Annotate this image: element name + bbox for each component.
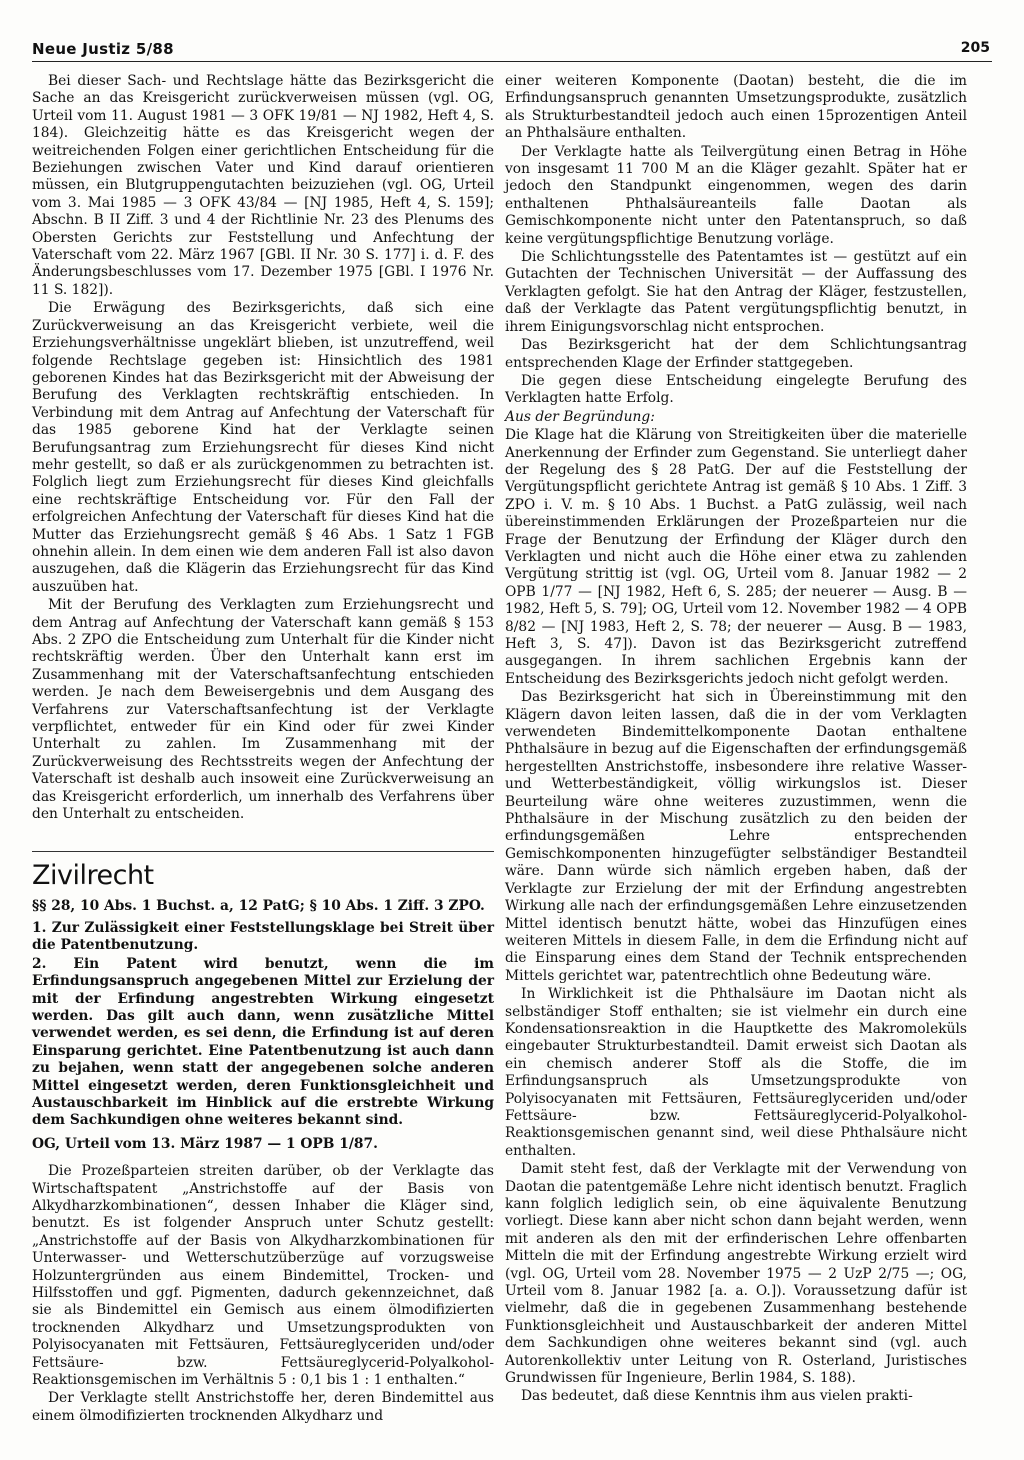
section-zivilrecht bbox=[32, 851, 494, 1425]
paragraph: Der Verklagte hatte als Teilvergütung einen Betrag in Höhe von insgesamt 11 700 M an die Kläger gezahlt. Später hat er jedoch den Standpunkt eingenommen, wegen des darin enthaltenen Phthalsäureanteils falle Daotan als Gemischkomponente nicht unter den Patentanspruch, so daß keine vergütungspflichtige Benutzung vorläge. bbox=[505, 143, 967, 247]
reasons-heading: Aus der Begründung: bbox=[505, 408, 655, 425]
paragraph: Die Erwägung des Bezirksgerichts, daß sich eine Zurückverweisung an das Kreisgericht verbiete, weil die Erziehungsverhältnisse ungeklärt blieben, ist unzutreffend, weil folgende Rechtslage gegeben ist: Hinsichtlich des 1981 geborenen Kindes hat das Bezirksgericht mit der Abweisung der Berufung des Verklagten rechtskräftig entschieden. In Verbindung mit dem Antrag auf Anfechtung der Vaterschaft für das 1985 geborene Kind hat der Verklagte seinen Berufungsantrag zum Erziehungsrecht für dieses Kind nicht mehr gestellt, so daß er als zurückgenommen zu betrachten ist. Folglich liegt zum Erziehungsrecht für dieses Kind gleichfalls eine rechtskräftige Entscheidung vor. Für den Fall der erfolgreichen Anfechtung der Vaterschaft für dieses Kind hat die Mutter das Erziehungsrecht gemäß § 46 Abs. 1 Satz 1 FGB ohnehin allein. In dem einen wie dem anderen Fall ist also davon auszugehen, daß die Klägerin das Erziehungsrecht für das Kind auszuüben hat. bbox=[32, 300, 494, 595]
paragraph: Die Prozeßparteien streiten darüber, ob der Verklagte das Wirtschaftspatent „Anstrichstoffe auf der Basis von Alkydharzkombinationen“, dessen Inhaber die Kläger sind, benutzt. Es ist folgender Anspruch unter Schutz gestellt: „Anstrichstoffe auf der Basis von Alkydharzkombinationen für Unterwasser- und Wetterschutzüberzüge auf vorzugsweise Holzuntergründen aus einem Bindemittel, Trocken- und Hilfsstoffen und ggf. Pigmenten, dadurch gekennzeichnet, daß sie als Bindemittel ein Gemisch aus einem ölmodifizierten trocknenden Alkydharz und Umsetzungsprodukten von Polyisocyanaten mit Fettsäuren, Fettsäureglyceriden und/oder Fettsäure- bzw. Fettsäureglycerid-Polyalkohol-Reaktionsgemischen im Verhältnis 5 : 0,1 bis 1 : 1 enthalten.“ bbox=[32, 1163, 494, 1389]
paragraph: einer weiteren Komponente (Daotan) besteht, die die im Erfindungsanspruch genannten Umsetzungsprodukte, zusätzlich als Strukturbestandteil jedoch auch einen 15prozentigen Anteil an Phthalsäure enthalten. bbox=[505, 73, 967, 142]
paragraph: Die gegen diese Entscheidung eingelegte Berufung des Verklagten hatte Erfolg. bbox=[505, 372, 967, 407]
running-header bbox=[32, 40, 992, 62]
section-rule bbox=[32, 851, 494, 852]
headnote-2: 2. Ein Patent wird benutzt, wenn die im Erfindungsanspruch angegebenen Mittel zur Erzielung der mit der Erfindung angestrebten Wirkung eingesetzt werden. Das gilt auch dann, wenn zusätzliche Mittel verwendet werden, es sei denn, die Erfindung ist auf deren Einsparung gerichtet. Eine Patentbenutzung ist auch dann zu bejahen, wenn statt der angegebenen solche anderen Mittel eingesetzt werden, deren Funktionsgleichheit und Austauschbarkeit im Hinblick auf die erstrebte Wirkung dem Sachkundigen ohne weiteres bekannt sind. bbox=[32, 955, 494, 1129]
paragraph: Der Verklagte stellt Anstrichstoffe her, deren Bindemittel aus einem ölmodifizierten trocknenden Alkydharz und bbox=[32, 1390, 494, 1424]
paragraph: Damit steht fest, daß der Verklagte mit der Verwendung von Daotan die patentgemäße Lehre nicht identisch benutzt. Fraglich kann folglich lediglich sein, ob eine äquivalente Benutzung vorliegt. Diese kann aber nicht schon dann bejaht werden, wenn mit anderen als den mit der erfinderischen Lehre offenbarten Mitteln die mit der Erfindung angestrebte Wirkung erzielt wird (vgl. OG, Urteil vom 28. November 1975 — 2 UzP 2/75 —; OG, Urteil vom 8. Januar 1982 [a. a. O.]). Voraussetzung dafür ist vielmehr, daß die in gegebenen Zusammenhang bestehende Funktionsgleichheit und Austauschbarkeit der anderen Mittel dem Sachkundigen ohne weiteres bekannt sind (vgl. auch Autorenkollektiv unter Leitung von R. Osterland, Juristisches Grundwissen für Ingenieure, Berlin 1984, S. 188). bbox=[505, 1161, 967, 1387]
paragraph: Das bedeutet, daß diese Kenntnis ihm aus vielen prakti- bbox=[521, 1388, 913, 1405]
norms-line: §§ 28, 10 Abs. 1 Buchst. a, 12 PatG; § 10 Abs. 1 Ziff. 3 ZPO. bbox=[32, 898, 485, 915]
right-column bbox=[505, 73, 967, 1407]
headnote-1: 1. Zur Zulässigkeit einer Feststellungsklage bei Streit über die Patentbenutzung. bbox=[32, 919, 494, 954]
page-number: 205 bbox=[960, 40, 990, 56]
decision-reference: OG, Urteil vom 13. März 1987 — 1 OPB 1/87. bbox=[32, 1135, 378, 1152]
section-title: Zivilrecht bbox=[32, 860, 154, 892]
journal-title: Neue Justiz 5/88 bbox=[32, 40, 174, 58]
paragraph: Bei dieser Sach- und Rechtslage hätte das Bezirksgericht die Sache an das Kreisgericht zurückverweisen müssen (vgl. OG, Urteil vom 11. August 1981 — 3 OFK 19/81 — NJ 1982, Heft 4, S. 184). Gleichzeitig hätte es das Kreisgericht wegen der weitreichenden Folgen einer gerichtlichen Entscheidung für die Beziehungen zwischen Vater und Kind darauf orientieren müssen, ein Blutgruppengutachten beizuziehen (vgl. OG, Urteil vom 3. Mai 1985 — 3 OFK 43/84 — [NJ 1985, Heft 4, S. 159]; Abschn. B II Ziff. 3 und 4 der Richtlinie Nr. 23 des Plenums des Obersten Gerichts zur Feststellung und Anfechtung der Vaterschaft vom 22. März 1967 [GBl. II Nr. 30 S. 177] i. d. F. des Änderungsbeschlusses vom 17. Dezember 1975 [GBl. I 1976 Nr. 11 S. 182]). bbox=[32, 73, 494, 298]
paragraph: Die Schlichtungsstelle des Patentamtes ist — gestützt auf ein Gutachten der Technischen Universität — der Auffassung des Verklagten gefolgt. Sie hat den Antrag der Kläger, festzustellen, daß der Verklagte das Patent vergütungspflichtig benutzt, in ihrem Einigungsvorschlag nicht entsprochen. bbox=[505, 249, 967, 335]
left-column bbox=[32, 73, 494, 1426]
paragraph: Das Bezirksgericht hat sich in Übereinstimmung mit den Klägern davon leiten lassen, daß die in der vom Verklagten verwendeten Bindemittelkomponente Daotan enthaltene Phthalsäure in bezug auf die Eigenschaften der erfindungsgemäß hergestellten Anstrichstoffe, insbesondere ihre relative Wasser- und Wetterbeständigkeit, völlig wirkungslos ist. Dieser Beurteilung wäre ohne weiteres zuzustimmen, wenn die Phthalsäure in der Mischung zusätzlich zu den beiden der erfindungsgemäßen Lehre entsprechenden Gemischkomponenten hinzugefügter selbständiger Bestandteil wäre. Dann würde sich nämlich ergeben haben, daß der Verklagte zur Erzielung der mit der Erfindung angestrebten Wirkung alle nach der erfindungsgemäßen Lehre einzusetzenden Mittel identisch benutzt hätte, wobei das Hinzufügen eines weiteren Mittels in diesem Falle, in dem die Erfindung nicht auf die Einsparung eines dem Stand der Technik entsprechenden Mittels gerichtet war, patentrechtlich ohne Bedeutung wäre. bbox=[505, 689, 967, 984]
paragraph: Mit der Berufung des Verklagten zum Erziehungsrecht und dem Antrag auf Anfechtung der Vaterschaft kann gemäß § 153 Abs. 2 ZPO die Entscheidung zum Unterhalt für die Kinder nicht rechtskräftig werden. Über den Unterhalt kann erst im Zusammenhang mit der Vaterschaftsanfechtung entschieden werden. Je nach dem Beweisergebnis und dem Ausgang des Verfahrens zur Vaterschaftsanfechtung ist der Verklagte verpflichtet, entweder für ein Kind oder für zwei Kinder Unterhalt zu zahlen. Im Zusammenhang mit der Zurückverweisung des Rechtsstreits wegen der Anfechtung der Vaterschaft ist deshalb auch insoweit eine Zurückverweisung an das Kreisgericht erforderlich, um innerhalb des Verfahrens über den Unterhalt zu entscheiden. bbox=[32, 597, 494, 823]
paragraph: Die Klage hat die Klärung von Streitigkeiten über die materielle Anerkennung der Erfinder zum Gegenstand. Sie unterliegt daher der Regelung des § 28 PatG. Der auf die Feststellung der Vergütungspflicht gerichtete Antrag ist gemäß § 10 Abs. 1 Ziff. 3 ZPO i. V. m. § 10 Abs. 1 Buchst. a PatG zulässig, weil nach übereinstimmenden Erklärungen der Prozeßparteien nur die Frage der Benutzung der Erfindung der Kläger durch den Verklagten und nicht auch die Höhe einer etwa zu zahlenden Vergütung strittig ist (vgl. OG, Urteil vom 8. Januar 1982 — 2 OPB 1/77 — [NJ 1982, Heft 6, S. 285; der neuerer — Ausg. B — 1982, Heft 5, S. 79]; OG, Urteil vom 12. November 1982 — 4 OPB 8/82 — [NJ 1983, Heft 2, S. 78; der neuerer — Ausg. B — 1983, Heft 3, S. 47]). Davon ist das Bezirksgericht zutreffend ausgegangen. In ihrem sachlichen Ergebnis kann der Entscheidung des Bezirksgerichts jedoch nicht gefolgt werden. bbox=[505, 427, 967, 687]
paragraph: Das Bezirksgericht hat der dem Schlichtungsantrag entsprechenden Klage der Erfinder stattgegeben. bbox=[505, 337, 967, 371]
paragraph: In Wirklichkeit ist die Phthalsäure im Daotan nicht als selbständiger Stoff enthalten; sie ist vielmehr ein durch eine Kondensationsreaktion in die Hauptkette des Makromoleküls eingebauter Strukturbestandteil. Damit erweist sich Daotan als ein chemisch anderer Stoff als die Stoffe, die im Erfindungsanspruch als Umsetzungsprodukte von Polyisocyanaten mit Fettsäuren, Fettsäureglyceriden und/oder Fettsäure- bzw. Fettsäureglycerid-Polyalkohol-Reaktionsgemischen genannt sind, weil diese Phthalsäure nicht enthalten. bbox=[505, 986, 967, 1159]
header-rule bbox=[32, 61, 992, 62]
